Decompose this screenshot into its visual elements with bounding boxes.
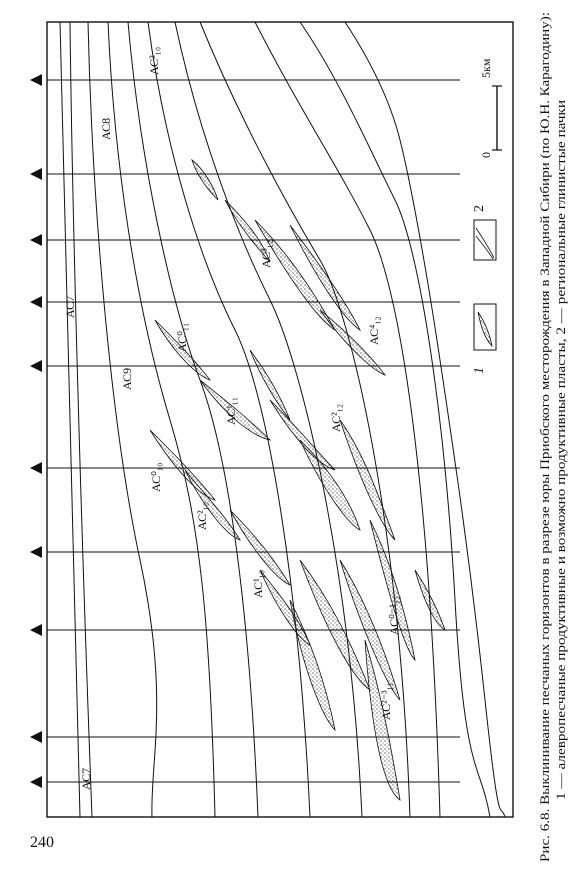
legend xyxy=(472,205,496,374)
well-marker xyxy=(30,296,42,308)
well-marker xyxy=(30,731,42,743)
label-AC11-2-3: АС²⁻³₁₁ xyxy=(379,682,393,720)
label-AC10-2-top: АС²₁₀ xyxy=(147,46,161,75)
scale-bar xyxy=(479,58,502,158)
label-AC10-2: АС²₁₀ xyxy=(195,501,209,530)
scale-max: 5км xyxy=(479,58,493,78)
label-AC12-3: АС³₁₂ xyxy=(259,239,273,268)
well-marker xyxy=(30,74,42,86)
label-AC12-2: АС²₁₂ xyxy=(329,403,343,432)
figure-caption-line2: 1 — алевропесчаные продуктивные и возможно продуктивные пласты, 2 — региональные глинистые пачки xyxy=(554,230,568,800)
label-AC7-b: АС7 xyxy=(79,767,93,790)
well-marker xyxy=(30,546,42,558)
sand-lenses xyxy=(150,160,445,800)
well-marker xyxy=(30,462,42,474)
legend-label-2: 2 xyxy=(472,205,487,212)
sand-lens xyxy=(415,570,445,630)
label-AC10-1: АС¹₁₀ xyxy=(251,569,265,598)
well-markers xyxy=(30,74,42,788)
sand-lens xyxy=(270,400,335,470)
label-AC9: АС9 xyxy=(120,367,134,390)
sand-lens xyxy=(340,420,395,540)
label-AC12-0-1: АС⁰⁻¹₁₂ xyxy=(387,595,401,635)
legend-swatch-2 xyxy=(474,220,496,260)
sand-lens xyxy=(185,470,240,540)
well-marker xyxy=(30,168,42,180)
page-number: 240 xyxy=(30,834,54,851)
legend-label-1: 1 xyxy=(472,367,487,374)
sand-lens xyxy=(192,160,218,200)
sand-lens xyxy=(300,440,360,530)
horizon-labels xyxy=(63,47,401,790)
figure-caption-line1: Рис. 6.8. Выклинивание песчаных горизонтов в разрезе юры Приобского месторождения в Западной Сибири (по Ю.Н. Карагодину): xyxy=(538,164,552,862)
label-AC8: АС8 xyxy=(99,117,113,140)
label-AC10-0: АС⁰₁₀ xyxy=(149,462,163,492)
label-AC7-a: АС7 xyxy=(63,295,77,318)
sand-lens xyxy=(250,350,290,420)
well-marker xyxy=(30,624,42,636)
well-marker xyxy=(30,234,42,246)
label-AC12-4: АС⁴₁₂ xyxy=(367,316,381,345)
well-marker xyxy=(30,776,42,788)
label-AC11-0: АС⁰₁₁ xyxy=(175,322,189,352)
label-AC11-1: АС¹₁₁ xyxy=(224,396,238,425)
scale-zero: 0 xyxy=(479,152,493,158)
well-marker xyxy=(30,360,42,372)
